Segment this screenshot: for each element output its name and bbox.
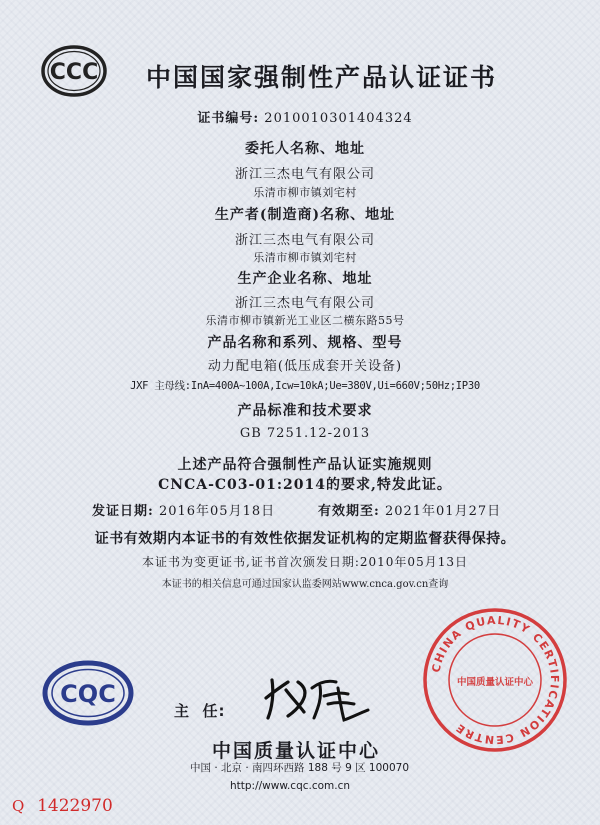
factory-address: 乐清市柳市镇新光工业区二横东路55号 bbox=[205, 314, 405, 327]
serial-number bbox=[12, 796, 113, 816]
cqc-logo-icon bbox=[42, 660, 134, 726]
certificate-number bbox=[60, 107, 550, 126]
product-label: 产品名称和系列、规格、型号 bbox=[207, 335, 403, 351]
factory-name: 浙江三杰电气有限公司 bbox=[234, 296, 375, 311]
manufacturer-label: 生产者(制造商)名称、地址 bbox=[214, 207, 396, 223]
issue-date-value: 2016年05月18日 bbox=[158, 504, 276, 519]
organization-address: 中国 · 北京 · 南四环西路 188 号 9 区 100070 bbox=[190, 762, 410, 774]
product-spec: JXF 主母线:InA=400A~100A,Icw=10kA;Ue=380V,Ui=660V;50Hz;IP30 bbox=[130, 380, 480, 392]
svg-text:CCC: CCC bbox=[49, 60, 99, 85]
manufacturer-name: 浙江三杰电气有限公司 bbox=[234, 233, 375, 248]
expiry-date-value: 2021年01月27日 bbox=[384, 504, 502, 519]
director-label: 主 任: bbox=[174, 702, 226, 720]
client-address: 乐清市柳市镇刘宅村 bbox=[253, 186, 357, 199]
client-label: 委托人名称、地址 bbox=[245, 141, 365, 157]
ccc-logo-icon bbox=[40, 44, 108, 98]
serial-prefix: Q bbox=[12, 797, 25, 815]
standard-label: 产品标准和技术要求 bbox=[237, 403, 373, 419]
expiry-date-label: 有效期至: bbox=[318, 504, 380, 519]
change-note: 本证书为变更证书,证书首次颁发日期:2010年05月13日 bbox=[142, 555, 468, 569]
client-name: 浙江三杰电气有限公司 bbox=[234, 167, 375, 182]
certificate-title: 中国国家强制性产品认证证书 bbox=[146, 63, 498, 92]
seal-center-text: 中国质量认证中心 bbox=[456, 677, 534, 688]
serial-value: 1422970 bbox=[37, 796, 113, 816]
factory-label: 生产企业名称、地址 bbox=[237, 271, 373, 287]
certificate-number-label: 证书编号: bbox=[197, 111, 260, 126]
rules-line-2: CNCA-C03-01:2014的要求,特发此证。 bbox=[158, 477, 452, 493]
website-note: 本证书的相关信息可通过国家认监委网站www.cnca.gov.cn查询 bbox=[161, 579, 449, 590]
official-seal bbox=[420, 605, 570, 755]
standard-value: GB 7251.12-2013 bbox=[239, 426, 371, 441]
manufacturer-address: 乐清市柳市镇刘宅村 bbox=[253, 251, 357, 264]
organization-name: 中国质量认证中心 bbox=[212, 740, 381, 762]
issue-date bbox=[92, 500, 275, 519]
certificate-number-value: 2010010301404324 bbox=[264, 111, 413, 126]
svg-text:CQC: CQC bbox=[60, 680, 116, 708]
expiry-date bbox=[318, 500, 501, 519]
validity-note: 证书有效期内本证书的有效性依据发证机构的定期监督获得保持。 bbox=[94, 531, 516, 547]
director-signature bbox=[258, 668, 378, 726]
issue-date-label: 发证日期: bbox=[92, 504, 154, 519]
svg-text:CHINA QUALITY CERTIFICATION CE: CHINA QUALITY CERTIFICATION CENTRE bbox=[429, 613, 562, 747]
organization-website: http://www.cqc.com.cn bbox=[230, 780, 351, 792]
product-name: 动力配电箱(低压成套开关设备) bbox=[207, 359, 403, 374]
rules-line-1: 上述产品符合强制性产品认证实施规则 bbox=[177, 457, 433, 473]
